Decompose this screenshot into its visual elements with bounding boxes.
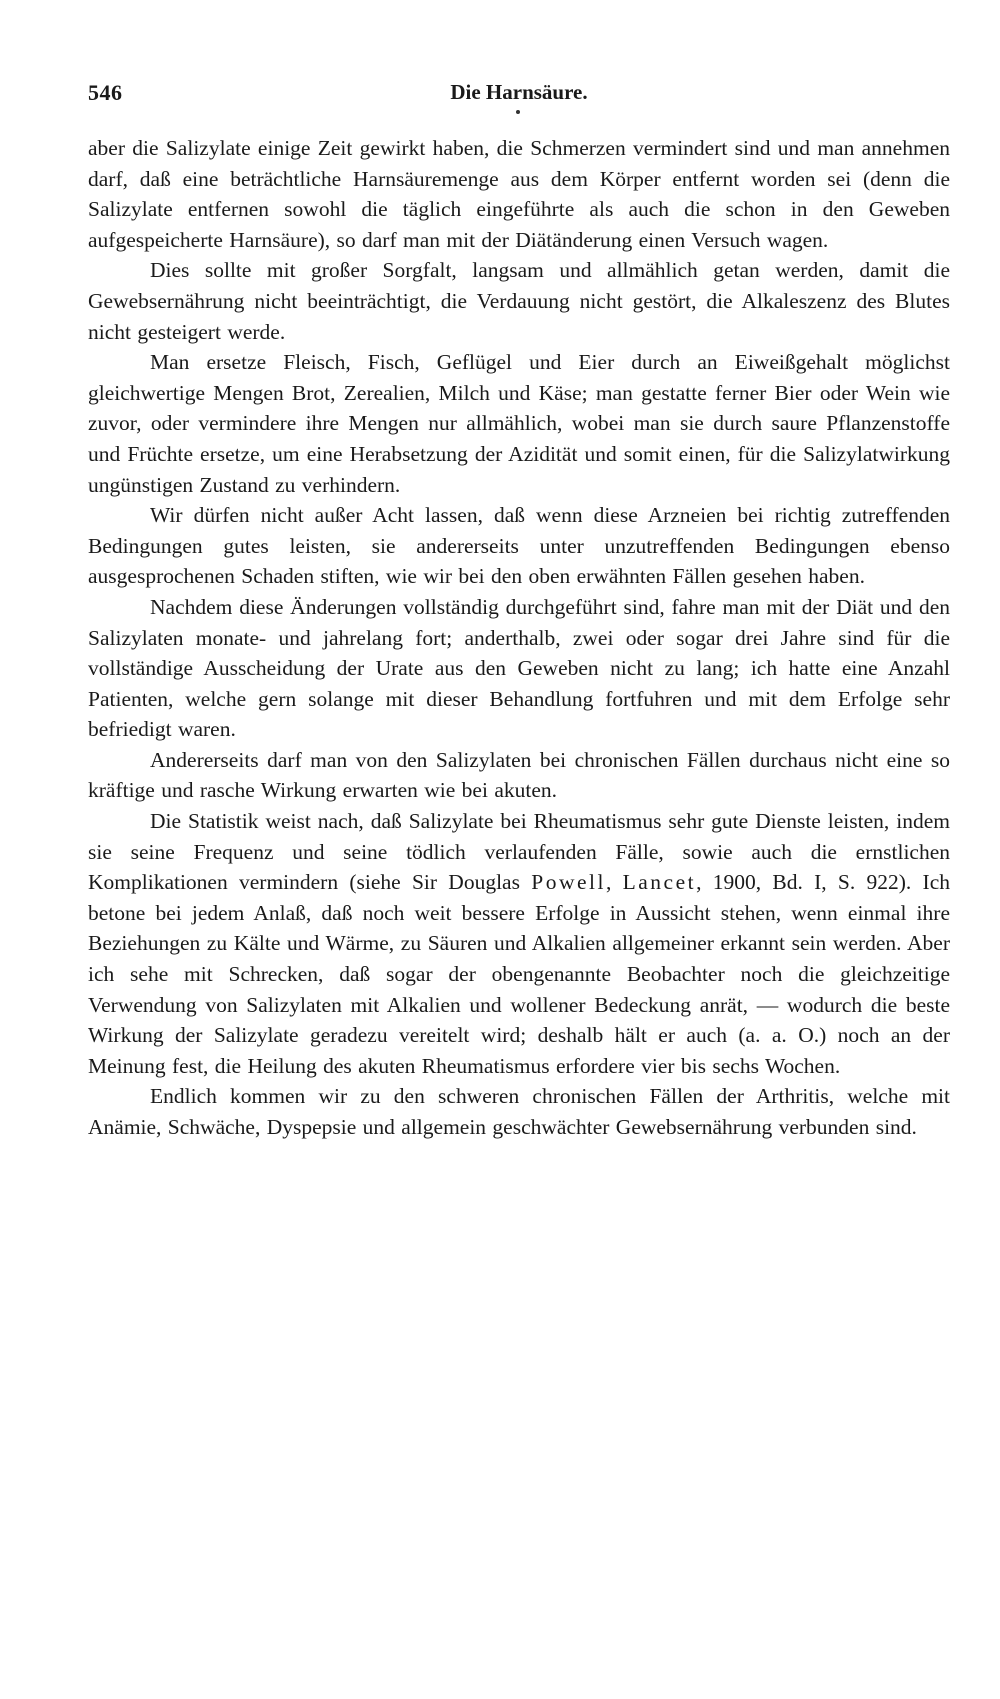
paragraph-3: Man ersetze Fleisch, Fisch, Geflügel und Eier durch an Eiweißgehalt möglichst gleichwertige Mengen Brot, Zerealien, Milch und Käse; man gestatte ferner Bier oder Wein wie zuvor, oder vermindere ihre Mengen nur allmählich, wobei man sie durch saure Pflanzenstoffe und Früchte ersetze, um eine Herabsetzung der Azidität und somit einen, für die Salizylatwirkung ungünstigen Zustand zu verhindern. — [88, 350, 950, 497]
paragraph-5: Nachdem diese Änderungen vollständig durchgeführt sind, fahre man mit der Diät und den Salizylaten monate- und jahrelang fort; anderthalb, zwei oder sogar drei Jahre sind für die vollständige Ausscheidung der Urate aus den Geweben nicht zu lang; ich hatte eine Anzahl Patienten, welche gern solange mit dieser Behandlung fortfuhren und mit dem Erfolge sehr befriedigt waren. — [88, 594, 950, 742]
paragraph-2: Dies sollte mit großer Sorgfalt, langsam und allmählich getan werden, damit die Gewebsernährung nicht beeinträchtigt, die Verdauung nicht gestört, die Alkaleszenz des Blutes nicht gesteigert werde. — [88, 258, 950, 344]
paragraph-7 — [88, 806, 950, 1081]
paragraph-7-part-2: , 1900, Bd. I, S. 922). Ich betone bei jedem Anlaß, daß noch weit bessere Erfolge in Aussicht stehen, wenn einmal ihre Beziehungen zu Kälte und Wärme, zu Säuren und Alkalien allgemeiner erkannt sein werden. Aber ich sehe mit Schrecken, daß sogar der obengenannte Beobachter noch die gleichzeitige Verwendung von Salizylaten mit Alkalien und wollener Bedeckung anrät, — wodurch die beste Wirkung der Salizylate geradezu vereitelt wird; deshalb hält er auch (a. a. O.) noch an der Meinung fest, die Heilung des akuten Rheumatismus erfordere vier bis sechs Wochen. — [88, 870, 950, 1078]
paragraph-8: Endlich kommen wir zu den schweren chronischen Fällen der Arthritis, welche mit Anämie, Schwäche, Dyspepsie und allgemein geschwächter Gewebsernährung verbunden sind. — [88, 1084, 950, 1139]
page-header — [88, 80, 950, 110]
body-text — [88, 133, 950, 1143]
citation-separator: , — [605, 870, 623, 895]
paragraph-7-part-1: Die Statistik weist nach, daß Salizylate bei Rheumatismus sehr gute Dienste leisten, indem sie seine Frequenz und seine tödlich verlaufenden Fälle, sowie auch die ernstlichen Komplikationen vermindern (siehe Sir Douglas — [88, 809, 950, 895]
paragraph-4: Wir dürfen nicht außer Acht lassen, daß wenn diese Arzneien bei richtig zutreffenden Bedingungen gutes leisten, sie andererseits unter unzutreffenden Bedingungen ebenso ausgesprochenen Schaden stiften, wie wir bei den oben erwähnten Fällen gesehen haben. — [88, 503, 950, 589]
ornament-dot — [516, 110, 520, 114]
paragraph-1: aber die Salizylate einige Zeit gewirkt haben, die Schmerzen vermindert sind und man annehmen darf, daß eine beträchtliche Harnsäuremenge aus dem Körper entfernt worden sei (denn die Salizylate entfernen sowohl die täglich eingeführte als auch die schon in den Geweben aufgespeicherte Harnsäure), so darf man mit der Diätänderung einen Versuch wagen. — [88, 136, 950, 252]
journal-name: Lancet — [622, 870, 697, 895]
page-number: 546 — [88, 80, 123, 105]
author-name: Powell — [531, 870, 606, 895]
paragraph-6: Andererseits darf man von den Salizylaten bei chronischen Fällen durchaus nicht eine so kräftige und rasche Wirkung erwarten wie bei akuten. — [88, 747, 950, 803]
running-title: Die Harnsäure. — [450, 80, 588, 104]
